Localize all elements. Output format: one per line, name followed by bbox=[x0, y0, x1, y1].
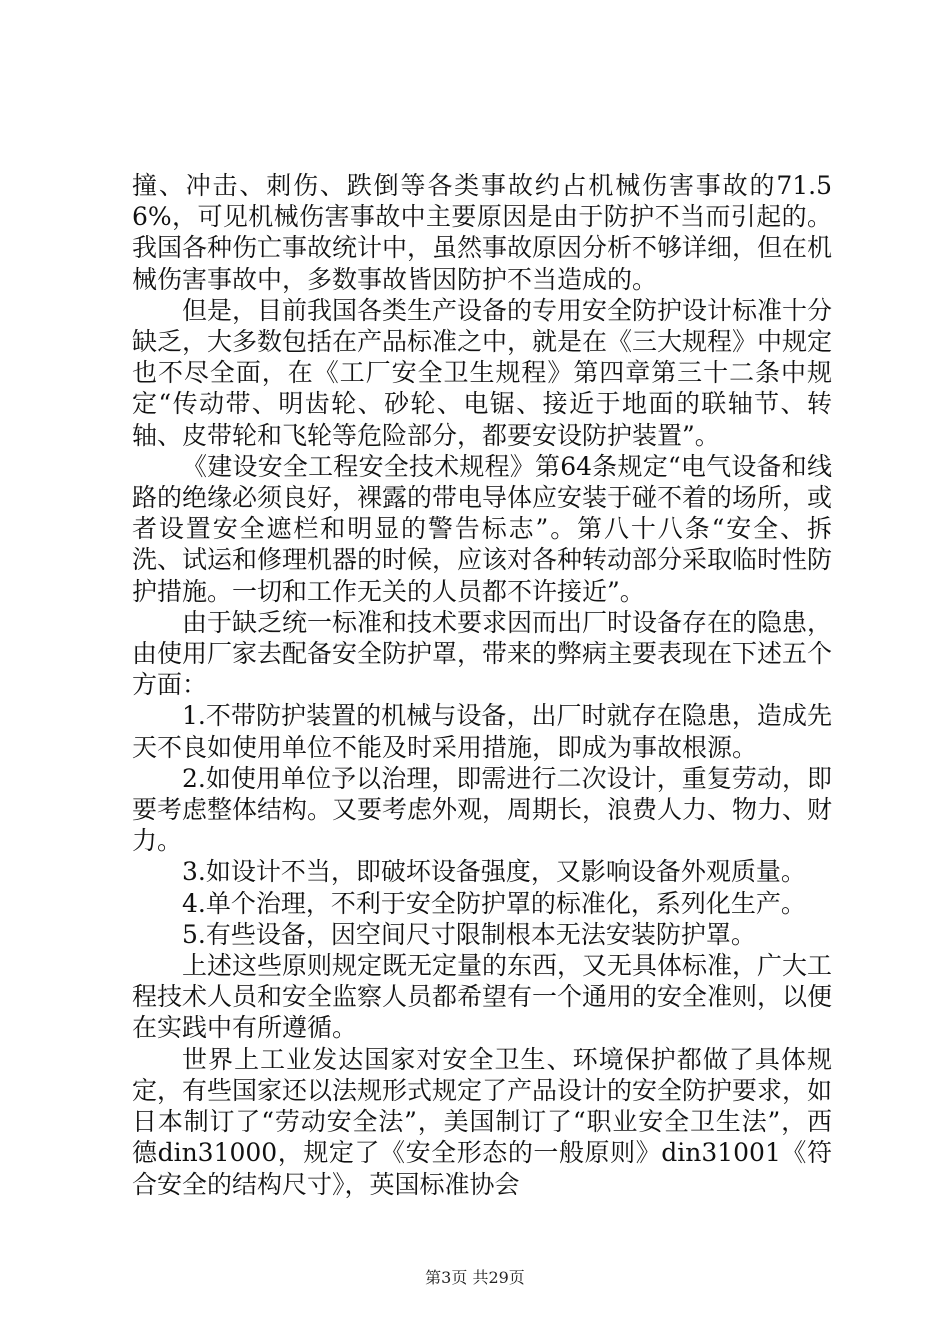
page-footer bbox=[0, 1268, 950, 1288]
list-item-3: 3.如设计不当，即破坏设备强度，又影响设备外观质量。 bbox=[182, 857, 806, 887]
paragraph-1: 撞、冲击、刺伤、跌倒等各类事故约占机械伤害事故的71.56%，可见机械伤害事故中主要原因是由于防护不当而引起的。我国各种伤亡事故统计中，虽然事故原因分析不够详细，但在机械伤害事故中，多数事故皆因防护不当造成的。 bbox=[132, 171, 833, 294]
list-item-1: 1.不带防护装置的机械与设备，出厂时就存在隐患，造成先天不良如使用单位不能及时采用措施，即成为事故根源。 bbox=[132, 701, 832, 762]
paragraph-2: 但是，目前我国各类生产设备的专用安全防护设计标准十分缺乏，大多数包括在产品标准之中，就是在《三大规程》中规定也不尽全面，在《工厂安全卫生规程》第四章第三十二条中规定“传动带、明齿轮、砂轮、电锯、接近于地面的联轴节、转轴、皮带轮和飞轮等危险部分，都要安设防护装置”。 bbox=[132, 295, 833, 450]
page-number: 第3页 共29页 bbox=[425, 1268, 525, 1287]
list-item-5: 5.有些设备，因空间尺寸限制根本无法安装防护罩。 bbox=[182, 919, 756, 949]
paragraph-5: 上述这些原则规定既无定量的东西，又无具体标准，广大工程技术人员和安全监察人员都希望有一个通用的安全准则，以便在实践中有所遵循。 bbox=[132, 951, 833, 1043]
document-body bbox=[132, 170, 832, 1200]
paragraph-6: 世界上工业发达国家对安全卫生、环境保护都做了具体规定，有些国家还以法规形式规定了产品设计的安全防护要求，如日本制订了“劳动安全法”，美国制订了“职业安全卫生法”，西德din31000，规定了《安全形态的一般原则》din31001《符合安全的结构尺寸》，英国标准协会 bbox=[132, 1044, 833, 1199]
list-item-4: 4.单个治理，不利于安全防护罩的标准化，系列化生产。 bbox=[182, 888, 806, 918]
list-item-2: 2.如使用单位予以治理，即需进行二次设计，重复劳动，即要考虑整体结构。又要考虑外观，周期长，浪费人力、物力、财力。 bbox=[132, 763, 833, 856]
paragraph-3: 《建设安全工程安全技术规程》第64条规定“电气设备和线路的绝缘必须良好，裸露的带电导体应安装于碰不着的场所，或者设置安全遮栏和明显的警告标志”。第八十八条“安全、拆洗、试运和修理机器的时候，应该对各种转动部分采取临时性防护措施。一切和工作无关的人员都不许接近”。 bbox=[132, 451, 833, 606]
paragraph-4: 由于缺乏统一标准和技术要求因而出厂时设备存在的隐患，由使用厂家去配备安全防护罩，带来的弊病主要表现在下述五个方面： bbox=[132, 607, 833, 700]
